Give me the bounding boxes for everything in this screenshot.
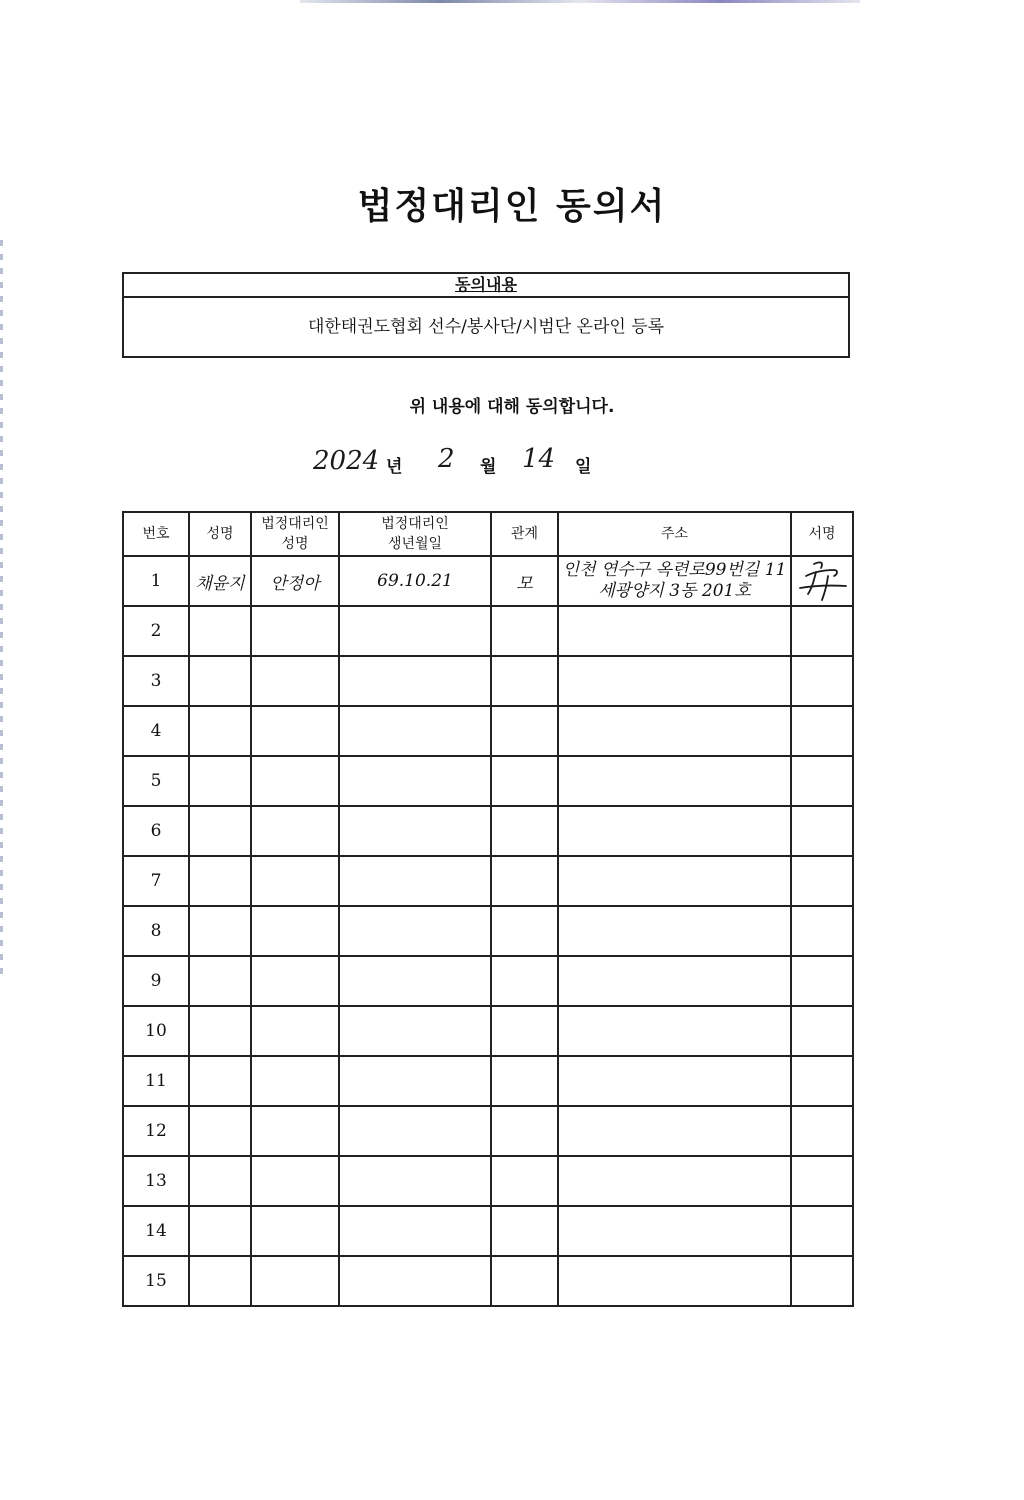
cell-empty (189, 706, 251, 756)
cell-empty (339, 656, 491, 706)
table-row (123, 556, 853, 606)
cell-empty (251, 906, 339, 956)
cell-empty (189, 656, 251, 706)
address-line-1: 인천 연수구 옥련로99번길 11 (562, 560, 787, 580)
table-row (123, 956, 853, 1006)
table-row (123, 806, 853, 856)
agree-statement: 위 내용에 대해 동의합니다. (409, 397, 615, 417)
cell-empty (189, 956, 251, 1006)
cell-empty (251, 1156, 339, 1206)
cell-empty (491, 606, 558, 656)
cell-empty (491, 1256, 558, 1306)
cell-empty (251, 1056, 339, 1106)
cell-empty (339, 606, 491, 656)
cell-empty (339, 706, 491, 756)
cell-empty (251, 856, 339, 906)
cell-empty (558, 1056, 791, 1106)
row-number: 8 (123, 906, 189, 956)
table-row (123, 1156, 853, 1206)
cell-empty (339, 806, 491, 856)
header-rep-birth: 법정대리인 생년월일 (339, 512, 491, 556)
cell-empty (791, 856, 853, 906)
signature-cell (791, 556, 853, 606)
cell-empty (558, 1206, 791, 1256)
date-day: 14 (522, 444, 556, 474)
table-row (123, 906, 853, 956)
row-number: 3 (123, 656, 189, 706)
cell-empty (558, 1256, 791, 1306)
row-number: 11 (123, 1056, 189, 1106)
cell-empty (189, 856, 251, 906)
consent-body: 대한태권도협회 선수/봉사단/시범단 온라인 등록 (307, 317, 665, 337)
cell-empty (791, 1106, 853, 1156)
cell-empty (251, 1206, 339, 1256)
row-number: 10 (123, 1006, 189, 1056)
cell-empty (189, 606, 251, 656)
cell-empty (791, 1006, 853, 1056)
cell-empty (491, 906, 558, 956)
cell-empty (791, 906, 853, 956)
cell-empty (791, 956, 853, 1006)
cell-empty (491, 806, 558, 856)
scan-edge-marks (0, 240, 3, 980)
table-row (123, 706, 853, 756)
date-day-label: 일 (575, 457, 592, 477)
row-number: 15 (123, 1256, 189, 1306)
cell-empty (491, 1056, 558, 1106)
table-row (123, 656, 853, 706)
header-signature: 서명 (791, 512, 853, 556)
table-row (123, 856, 853, 906)
header-name: 성명 (189, 512, 251, 556)
cell-empty (251, 1006, 339, 1056)
cell-empty (791, 1056, 853, 1106)
table-row (123, 756, 853, 806)
cell-empty (558, 656, 791, 706)
cell-empty (491, 1006, 558, 1056)
address-line-2: 세광양지 3동 201호 (598, 581, 751, 601)
cell-empty (558, 1006, 791, 1056)
cell-empty (791, 1156, 853, 1206)
cell-empty (491, 1106, 558, 1156)
row-number: 2 (123, 606, 189, 656)
cell-empty (558, 756, 791, 806)
row-number: 5 (123, 756, 189, 806)
row-number: 14 (123, 1206, 189, 1256)
header-rep-name: 법정대리인 성명 (251, 512, 339, 556)
consent-content-box (122, 272, 850, 358)
date-year: 2024 (313, 446, 380, 476)
relation: 모 (491, 556, 558, 606)
cell-empty (558, 706, 791, 756)
handwritten-signature (794, 558, 850, 604)
cell-empty (791, 706, 853, 756)
cell-empty (189, 1206, 251, 1256)
scan-top-strip (300, 0, 860, 3)
cell-empty (189, 806, 251, 856)
cell-empty (558, 906, 791, 956)
table-header-row (123, 512, 853, 556)
cell-empty (251, 956, 339, 1006)
cell-empty (491, 1156, 558, 1206)
cell-empty (339, 1156, 491, 1206)
cell-empty (339, 756, 491, 806)
cell-empty (791, 1256, 853, 1306)
cell-empty (339, 1106, 491, 1156)
row-number: 13 (123, 1156, 189, 1206)
header-relation: 관계 (491, 512, 558, 556)
table-row (123, 1256, 853, 1306)
cell-empty (189, 1056, 251, 1106)
table-row (123, 1106, 853, 1156)
cell-empty (339, 856, 491, 906)
cell-empty (791, 806, 853, 856)
cell-empty (339, 956, 491, 1006)
row-number: 12 (123, 1106, 189, 1156)
cell-empty (791, 756, 853, 806)
cell-empty (558, 1106, 791, 1156)
cell-empty (189, 1256, 251, 1306)
cell-empty (339, 1206, 491, 1256)
cell-empty (491, 706, 558, 756)
consent-header-label: 동의내용 (455, 275, 517, 294)
cell-empty (558, 606, 791, 656)
cell-empty (339, 906, 491, 956)
table-row (123, 606, 853, 656)
cell-empty (251, 656, 339, 706)
cell-empty (251, 1256, 339, 1306)
address (558, 556, 791, 606)
cell-empty (491, 756, 558, 806)
cell-empty (558, 956, 791, 1006)
cell-empty (251, 806, 339, 856)
cell-empty (791, 1206, 853, 1256)
cell-empty (251, 1106, 339, 1156)
cell-empty (189, 1156, 251, 1206)
row-number: 7 (123, 856, 189, 906)
table-row (123, 1006, 853, 1056)
cell-empty (558, 806, 791, 856)
cell-empty (558, 1156, 791, 1206)
cell-empty (189, 1106, 251, 1156)
row-number: 9 (123, 956, 189, 1006)
rep-name: 안정아 (251, 556, 339, 606)
cell-empty (491, 656, 558, 706)
rep-birthdate: 69.10.21 (339, 556, 491, 606)
row-number: 6 (123, 806, 189, 856)
cell-empty (251, 756, 339, 806)
cell-empty (339, 1256, 491, 1306)
document-title: 법정대리인 동의서 (357, 186, 667, 227)
cell-empty (339, 1006, 491, 1056)
row-number: 1 (123, 556, 189, 606)
applicant-name: 채윤지 (189, 556, 251, 606)
cell-empty (189, 756, 251, 806)
cell-empty (491, 956, 558, 1006)
guardian-table (122, 511, 854, 1307)
date-year-label: 년 (386, 457, 403, 477)
cell-empty (251, 606, 339, 656)
header-no: 번호 (123, 512, 189, 556)
table-row (123, 1206, 853, 1256)
cell-empty (491, 856, 558, 906)
cell-empty (189, 1006, 251, 1056)
cell-empty (791, 606, 853, 656)
date-month-label: 월 (480, 457, 497, 477)
table-row (123, 1056, 853, 1106)
cell-empty (791, 656, 853, 706)
date-month: 2 (438, 444, 455, 474)
cell-empty (189, 906, 251, 956)
cell-empty (491, 1206, 558, 1256)
consent-header (124, 274, 848, 298)
cell-empty (339, 1056, 491, 1106)
cell-empty (251, 706, 339, 756)
row-number: 4 (123, 706, 189, 756)
cell-empty (558, 856, 791, 906)
header-address: 주소 (558, 512, 791, 556)
